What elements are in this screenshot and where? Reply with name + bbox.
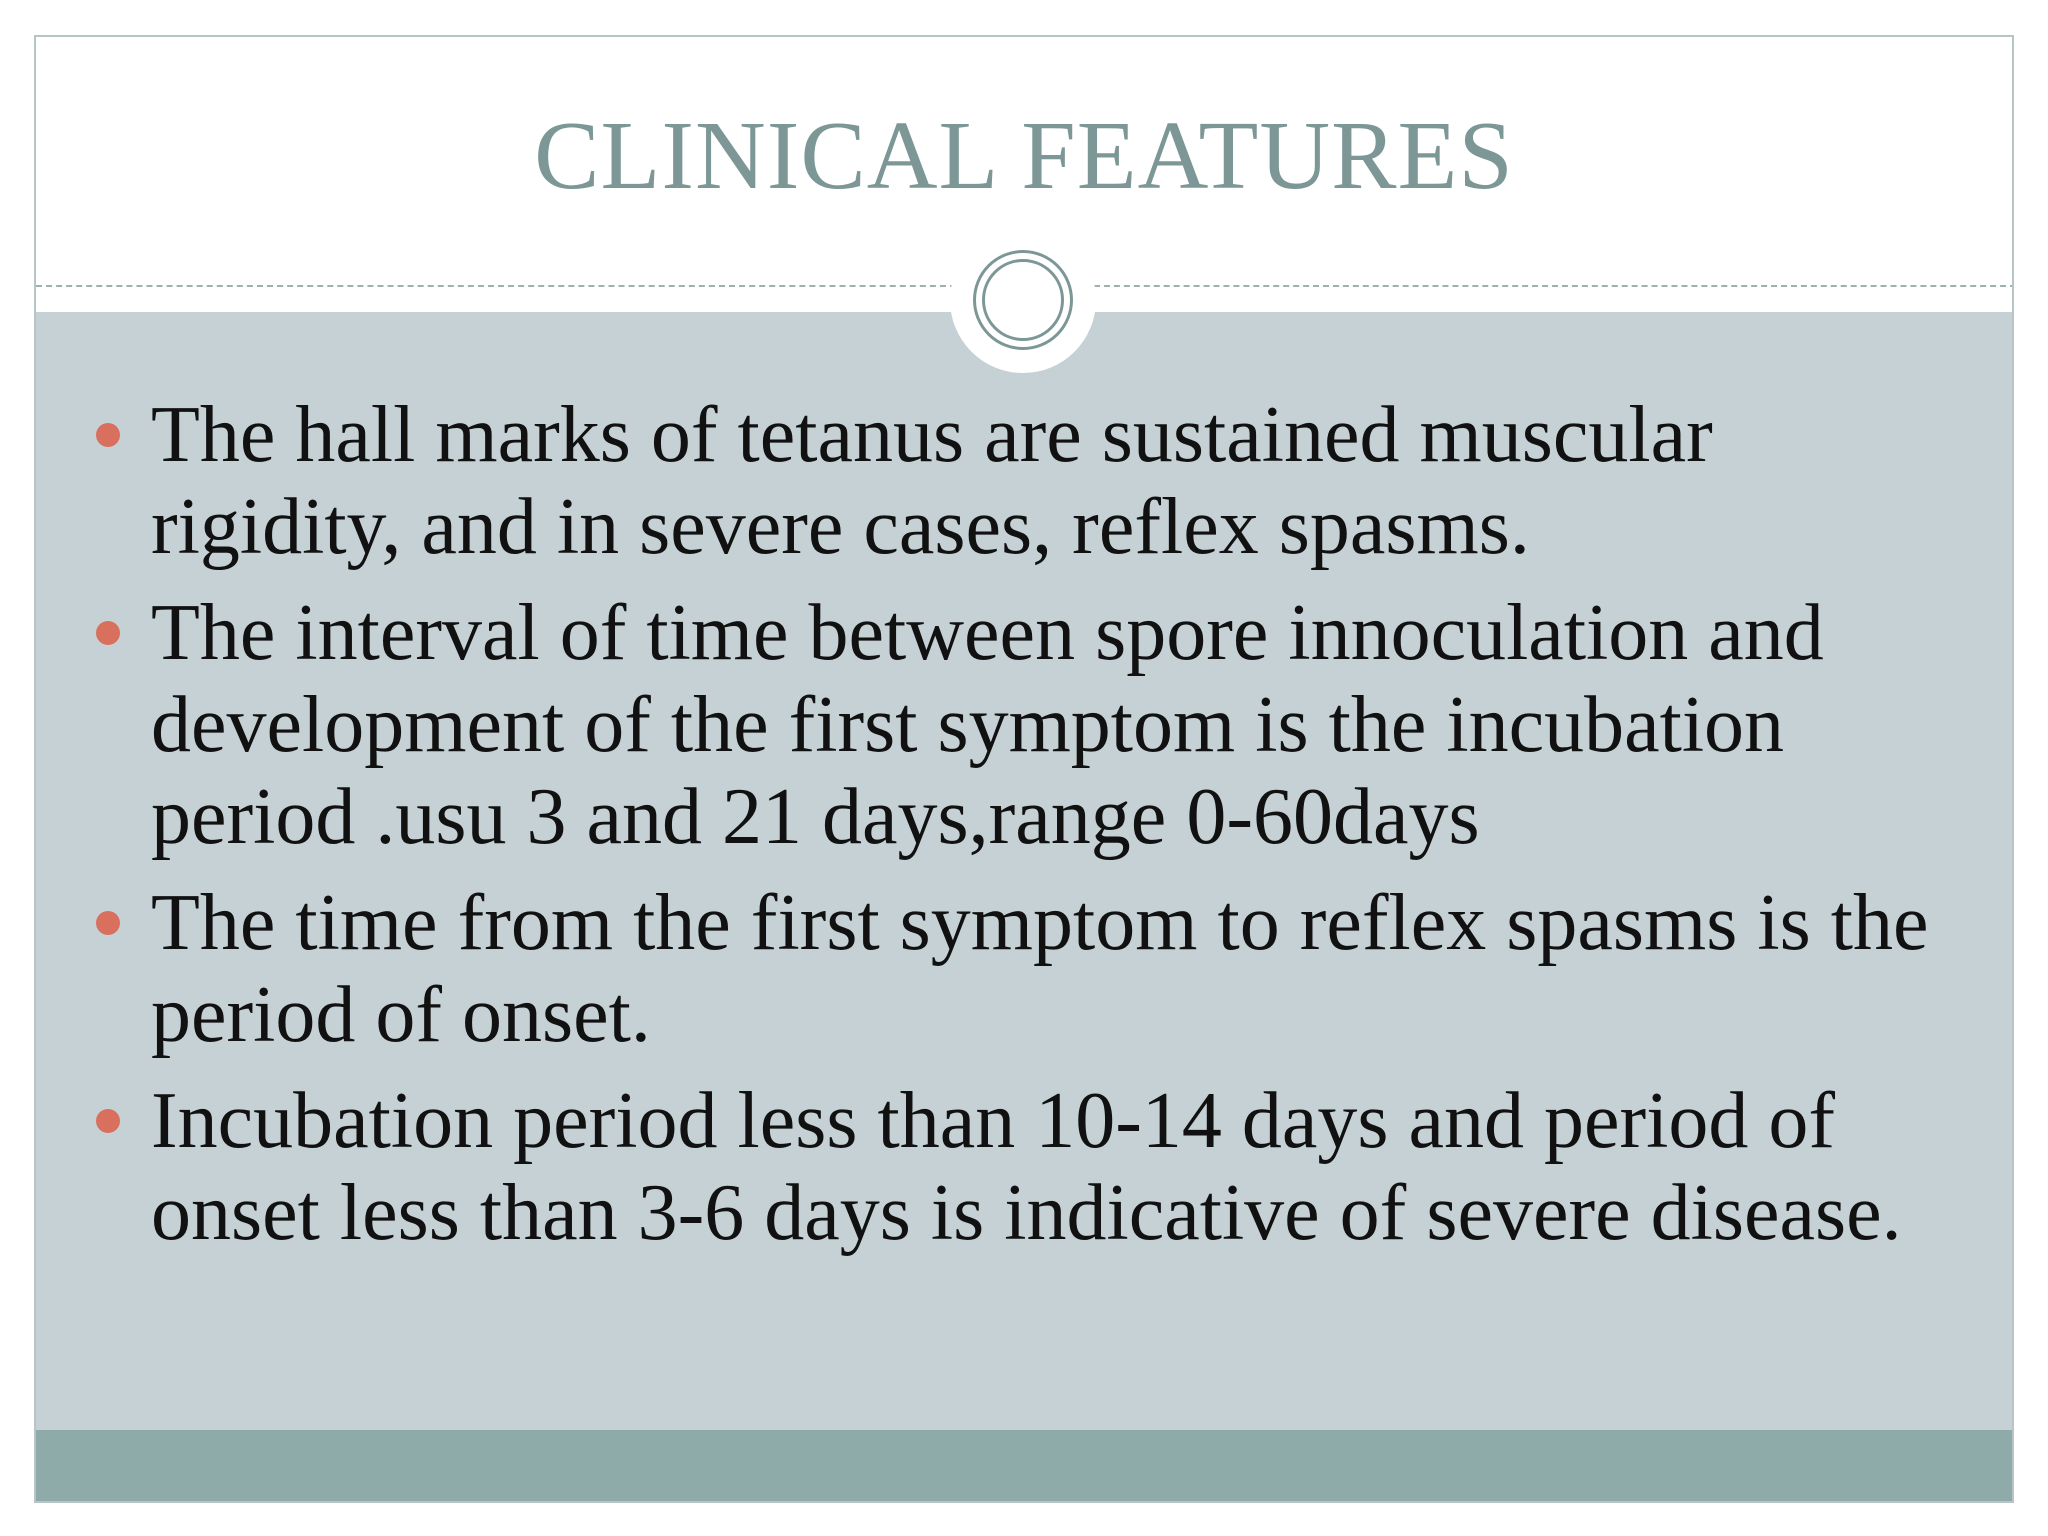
double-circle-ornament-icon [973, 250, 1073, 350]
bullet-list [36, 389, 2012, 1273]
bullet-icon [96, 1109, 120, 1133]
bullet-item [36, 587, 2012, 863]
footer-bar [36, 1430, 2012, 1503]
bullet-item [36, 389, 2012, 573]
bullet-text: The interval of time between spore innoculation and development of the first symptom is the incubation period .usu 3 and 21 days,range 0-60days [151, 589, 1824, 861]
title-divider-right [1094, 285, 2014, 287]
bullet-item [36, 1075, 2012, 1259]
bullet-text: Incubation period less than 10-14 days and period of onset less than 3-6 days is indicative of severe disease. [151, 1077, 1902, 1257]
slide [34, 35, 2014, 1503]
bullet-text: The hall marks of tetanus are sustained muscular rigidity, and in severe cases, reflex spasms. [151, 391, 1713, 571]
title-divider-left [36, 285, 956, 287]
bullet-icon [96, 621, 120, 645]
ornament-inner-ring [982, 259, 1064, 341]
bullet-text: The time from the first symptom to reflex spasms is the period of onset. [151, 879, 1929, 1059]
slide-title: CLINICAL FEATURES [534, 102, 1514, 210]
bullet-icon [96, 423, 120, 447]
bullet-item [36, 877, 2012, 1061]
bullet-icon [96, 911, 120, 935]
